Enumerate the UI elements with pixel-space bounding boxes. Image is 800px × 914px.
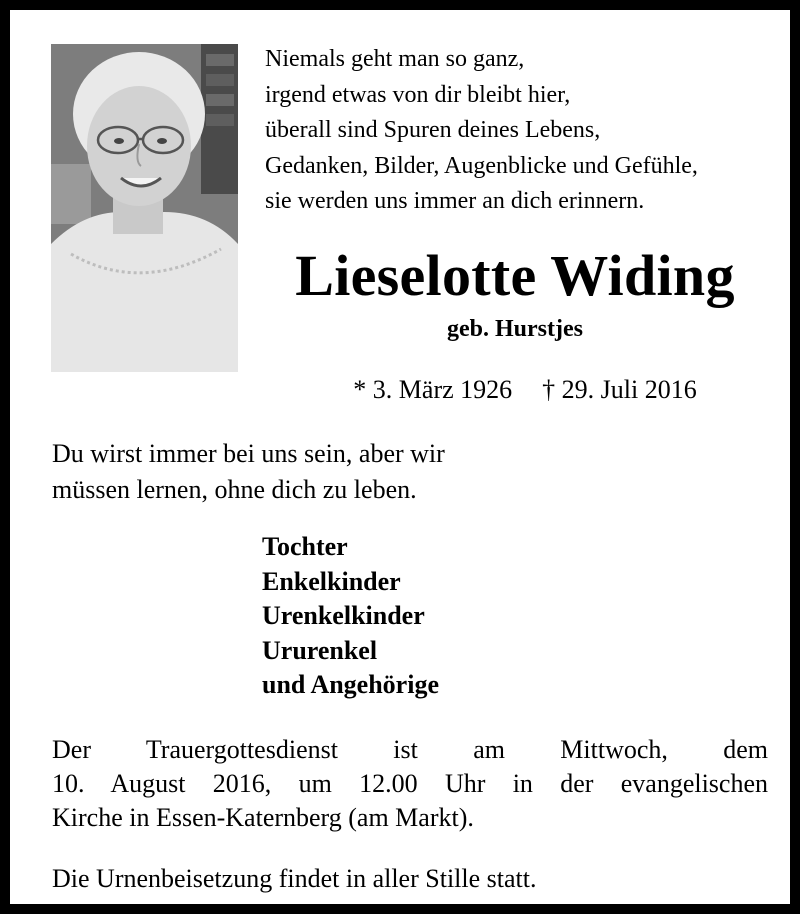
portrait-photo	[51, 44, 238, 372]
poem-line: überall sind Spuren deines Lebens,	[265, 117, 601, 143]
quote-line: Du wirst immer bei uns sein, aber wir	[52, 439, 445, 468]
mourner-entry: Ururenkel	[262, 635, 378, 665]
life-dates	[240, 372, 800, 408]
death-date: † 29. Juli 2016	[542, 375, 697, 404]
mourner-entry: Urenkelkinder	[262, 601, 425, 630]
quote-line: müssen lernen, ohne dich zu leben.	[52, 475, 417, 504]
farewell-quote	[52, 436, 445, 508]
birth-name: geb. Hurstjes	[447, 316, 583, 342]
service-line: 10. August 2016, um 12.00 Uhr in der evangelischen	[52, 769, 768, 798]
birth-date: * 3. März 1926	[353, 375, 513, 404]
poem-line: sie werden uns immer an dich erinnern.	[265, 188, 645, 214]
service-line: Kirche in Essen-Katernberg (am Markt).	[52, 803, 474, 832]
mourner-entry: und Angehörige	[262, 670, 439, 699]
mourner-entry: Enkelkinder	[262, 566, 401, 596]
service-line: Der Trauergottesdienst ist am Mittwoch, dem	[52, 735, 768, 764]
burial-note: Die Urnenbeisetzung findet in aller Stille statt.	[52, 864, 537, 893]
funeral-service-info	[52, 733, 768, 835]
poem-line: Gedanken, Bilder, Augenblicke und Gefühle,	[265, 152, 698, 179]
deceased-name: Lieselotte Widing	[295, 243, 735, 308]
poem-line: irgend etwas von dir bleibt hier,	[265, 81, 571, 108]
poem	[265, 42, 698, 220]
mourners-list	[262, 530, 439, 703]
mourner-entry: Tochter	[262, 532, 348, 561]
poem-line: Niemals geht man so ganz,	[265, 46, 525, 72]
